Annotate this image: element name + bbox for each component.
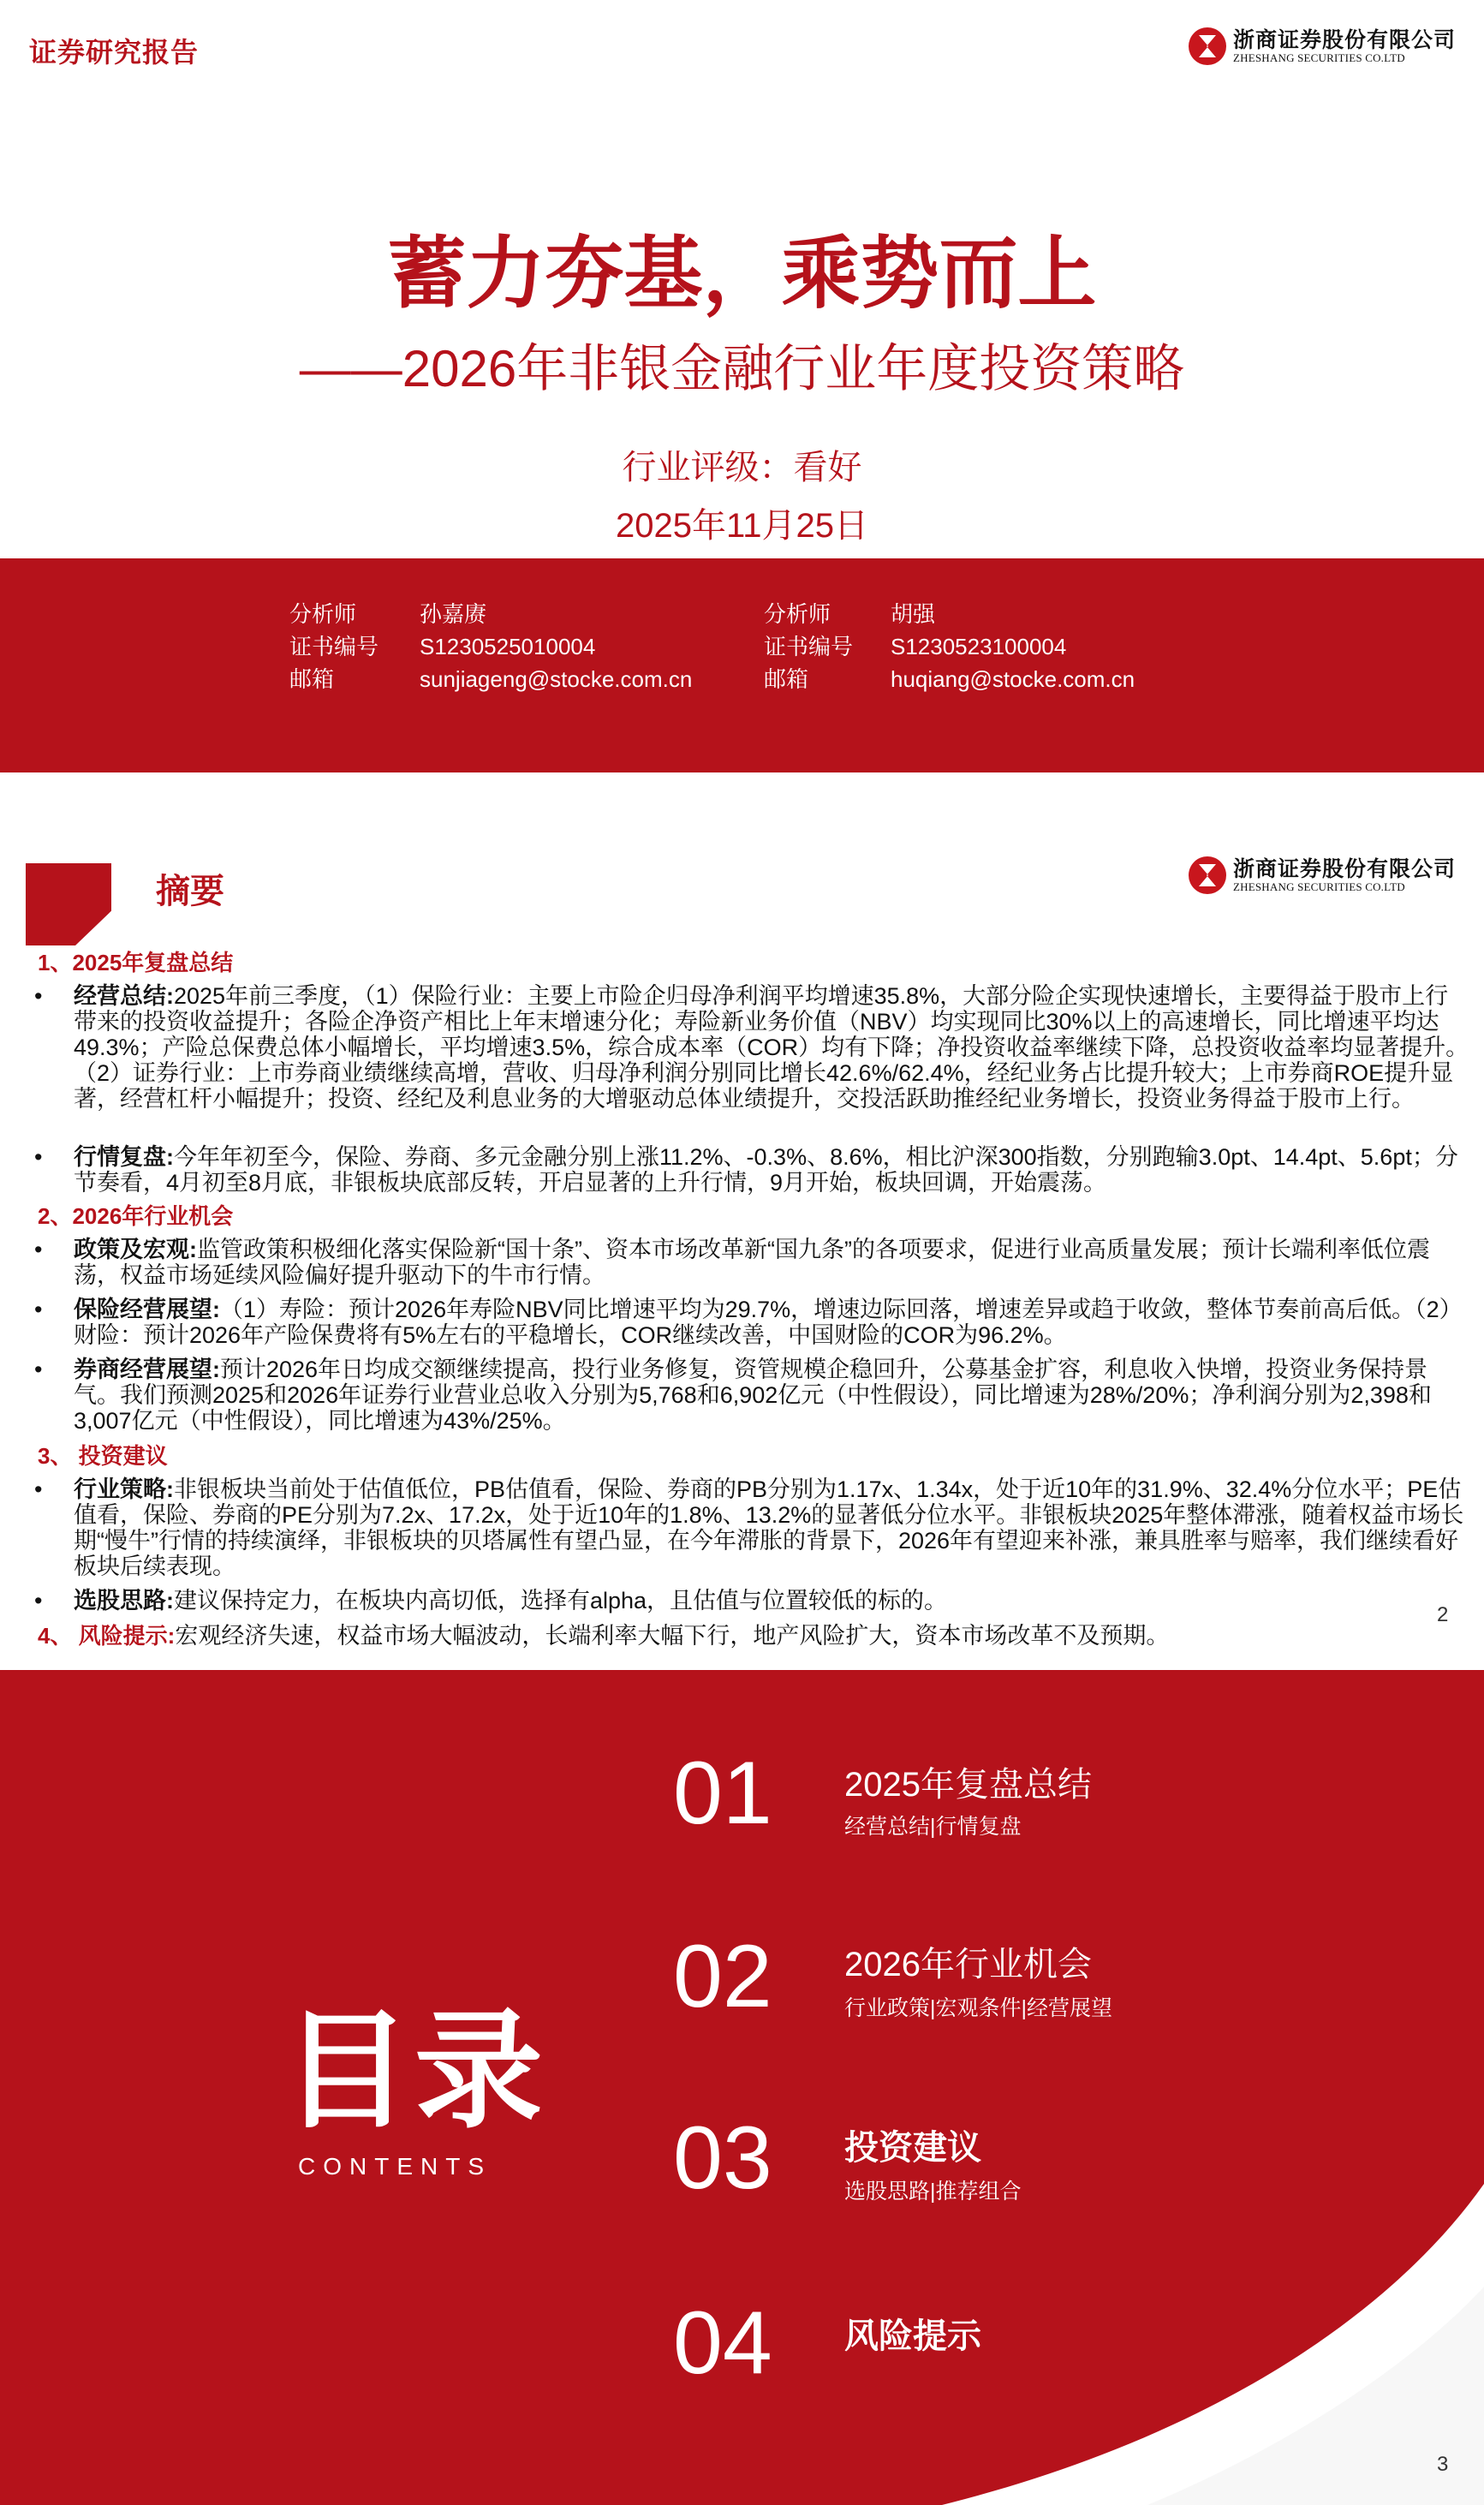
list-item: [34, 983, 1469, 1112]
analyst-email[interactable]: sunjiageng@stocke.com.cn: [420, 666, 693, 692]
section-title: 4、 风险提示:: [38, 1623, 176, 1649]
analyst-card: [764, 598, 853, 695]
bullet-label: 行业策略:: [74, 1476, 174, 1502]
bullet-dot-icon: •: [34, 1237, 43, 1262]
summary-heading: 摘要: [156, 873, 224, 910]
toc-number: 01: [673, 1744, 772, 1843]
contents-page: [0, 1670, 1484, 2505]
contents-title: 目录: [283, 1999, 547, 2143]
cert-label: 证书编号: [764, 634, 854, 659]
analyst-band: [0, 558, 1484, 772]
zheshang-logo-icon: [1189, 856, 1226, 894]
bullet-dot-icon: •: [34, 1357, 43, 1382]
report-type-label: 证券研究报告: [29, 37, 200, 68]
toc-subtitle: 行业政策|宏观条件|经营展望: [844, 1996, 1112, 2020]
list-item: [34, 1237, 1469, 1288]
toc-title[interactable]: 2026年行业机会: [844, 1946, 1092, 1983]
toc-number: 03: [673, 2108, 772, 2208]
toc-number: 02: [673, 1927, 772, 2026]
email-label: 邮箱: [289, 666, 335, 692]
analyst-cert: S1230525010004: [420, 634, 596, 659]
list-item: [34, 1588, 1469, 1613]
toc-number: 04: [673, 2293, 772, 2393]
cert-label: 证书编号: [289, 634, 379, 659]
bullet-label: 保险经营展望:: [74, 1297, 220, 1322]
report-title: 蓄力夯基，乘势而上: [387, 230, 1097, 318]
analyst-card: [289, 598, 378, 695]
analyst-cert: S1230523100004: [891, 634, 1067, 659]
list-item: [34, 1476, 1469, 1579]
bullet-label: 政策及宏观:: [74, 1237, 197, 1262]
bullet-text: 今年年初至今，保险、券商、多元金融分别上涨11.2%、-0.3%、8.6%，相比沪深300指数，分别跑输3.0pt、14.4pt、5.6pt；分节奏看，4月初至8月底，非银板块底部反转，开启显著的上升行情，9月开始，板块回调，开始震荡。: [74, 1144, 1458, 1196]
toc-title[interactable]: 投资建议: [844, 2129, 981, 2167]
section-title: 3、 投资建议: [38, 1443, 168, 1469]
summary-heading-block: [26, 863, 111, 945]
list-item: [34, 1357, 1469, 1434]
bullet-dot-icon: •: [34, 1297, 43, 1322]
bullet-label: 券商经营展望:: [74, 1357, 220, 1382]
toc-subtitle: 选股思路|推荐组合: [844, 2180, 1022, 2204]
analyst-label: 分析师: [289, 601, 357, 627]
bullet-label: 行情复盘:: [74, 1144, 174, 1170]
page-number: 2: [1437, 1603, 1449, 1626]
bullet-text: 建议保持定力，在板块内高切低，选择有alpha，且估值与位置较低的标的。: [174, 1588, 948, 1613]
risk-text: 宏观经济失速，权益市场大幅波动，长端利率大幅下行，地产风险扩大，资本市场改革不及预期。: [175, 1623, 1170, 1649]
company-name-cn: 浙商证券股份有限公司: [1233, 857, 1457, 881]
company-name-en: ZHESHANG SECURITIES CO.LTD: [1233, 880, 1405, 893]
report-date: 2025年11月25日: [616, 507, 868, 545]
toc-title[interactable]: 2025年复盘总结: [844, 1766, 1092, 1804]
bullet-text: 2025年前三季度，（1）保险行业：主要上市险企归母净利润平均增速35.8%，大部分险企实现快速增长，主要得益于股市上行带来的投资收益提升；各险企净资产相比上年末增速分化；寿险新业务价值（NBV）均实现同比30%以上的高速增长，同比增速平均达49.3%；产险总保费总体小幅增长，平均增速3.5%，综合成本率（COR）均有下降；净投资收益率继续下降，总投资收益率均显著提升。（2）证券行业：上市券商业绩继续高增，营收、归母净利润分别同比增长42.6%/62.4%，经纪业务占比提升较大；上市券商ROE提升显著，经营杠杆小幅提升；投资、经纪及利息业务的大增驱动总体业绩提升，交投活跃助推经纪业务增长，投资业务得益于股市上行。: [74, 983, 1469, 1112]
analyst-label: 分析师: [764, 601, 831, 627]
company-name-cn: 浙商证券股份有限公司: [1233, 28, 1457, 52]
company-logo: [1189, 856, 1456, 894]
industry-rating: 行业评级：看好: [622, 449, 862, 486]
analyst-card: [420, 598, 692, 695]
bullet-dot-icon: •: [34, 1476, 43, 1502]
email-label: 邮箱: [764, 666, 809, 692]
contents-subtitle: CONTENTS: [298, 2153, 492, 2180]
zheshang-logo-icon: [1189, 27, 1226, 65]
bullet-text: （1）寿险：预计2026年寿险NBV同比增速平均为29.7%，增速边际回落，增速差异或趋于收敛，整体节奏前高后低。（2）财险：预计2026年产险保费将有5%左右的平稳增长，COR继续改善，中国财险的COR为96.2%。: [74, 1297, 1463, 1348]
analyst-name: 胡强: [891, 601, 936, 627]
bullet-text: 预计2026年日均成交额继续提高，投行业务修复，资管规模企稳回升，公募基金扩容，利息收入快增，投资业务保持景气。我们预测2025和2026年证券行业营业总收入分别为5,768和6,902亿元（中性假设），同比增速为28%/20%；净利润分别为2,398和3,007亿元（中性假设），同比增速为43%/25%。: [74, 1357, 1432, 1434]
toc-title[interactable]: 风险提示: [844, 2317, 981, 2355]
analyst-card: [891, 598, 1135, 695]
list-item: [34, 1297, 1469, 1348]
company-logo: [1189, 27, 1456, 65]
bullet-dot-icon: •: [34, 1144, 43, 1170]
company-name-en: ZHESHANG SECURITIES CO.LTD: [1233, 51, 1405, 64]
bullet-text: 监管政策积极细化落实保险新“国十条”、资本市场改革新“国九条”的各项要求，促进行业高质量发展；预计长端利率低位震荡，权益市场延续风险偏好提升驱动下的牛市行情。: [74, 1237, 1430, 1288]
analyst-name: 孙嘉赓: [420, 601, 487, 627]
section-title: 2、2026年行业机会: [38, 1203, 234, 1229]
page-number: 3: [1437, 2453, 1449, 2476]
list-item: [34, 1144, 1469, 1196]
bullet-label: 选股思路:: [74, 1588, 174, 1613]
bullet-dot-icon: •: [34, 1588, 43, 1613]
toc-subtitle: 经营总结|行情复盘: [844, 1815, 1022, 1839]
section-title: 1、2025年复盘总结: [38, 950, 234, 975]
bullet-text: 非银板块当前处于估值低位，PB估值看，保险、券商的PB分别为1.17x、1.34x，处于近10年的31.9%、32.4%分位水平；PE估值看，保险、券商的PE分别为7.2x、17.2x，处于近10年的1.8%、13.2%的显著低分位水平。非银板块2025年整体滞涨，随着权益市场长期“慢牛”行情的持续演绎，非银板块的贝塔属性有望凸显，在今年滞胀的背景下，2026年有望迎来补涨，兼具胜率与赔率，我们继续看好板块后续表现。: [74, 1476, 1464, 1579]
report-subtitle: ——2026年非银金融行业年度投资策略: [299, 340, 1185, 397]
risk-line: [38, 1622, 1442, 1649]
analyst-email[interactable]: huqiang@stocke.com.cn: [891, 666, 1135, 692]
bullet-dot-icon: •: [34, 983, 43, 1009]
bullet-label: 经营总结:: [74, 983, 174, 1009]
